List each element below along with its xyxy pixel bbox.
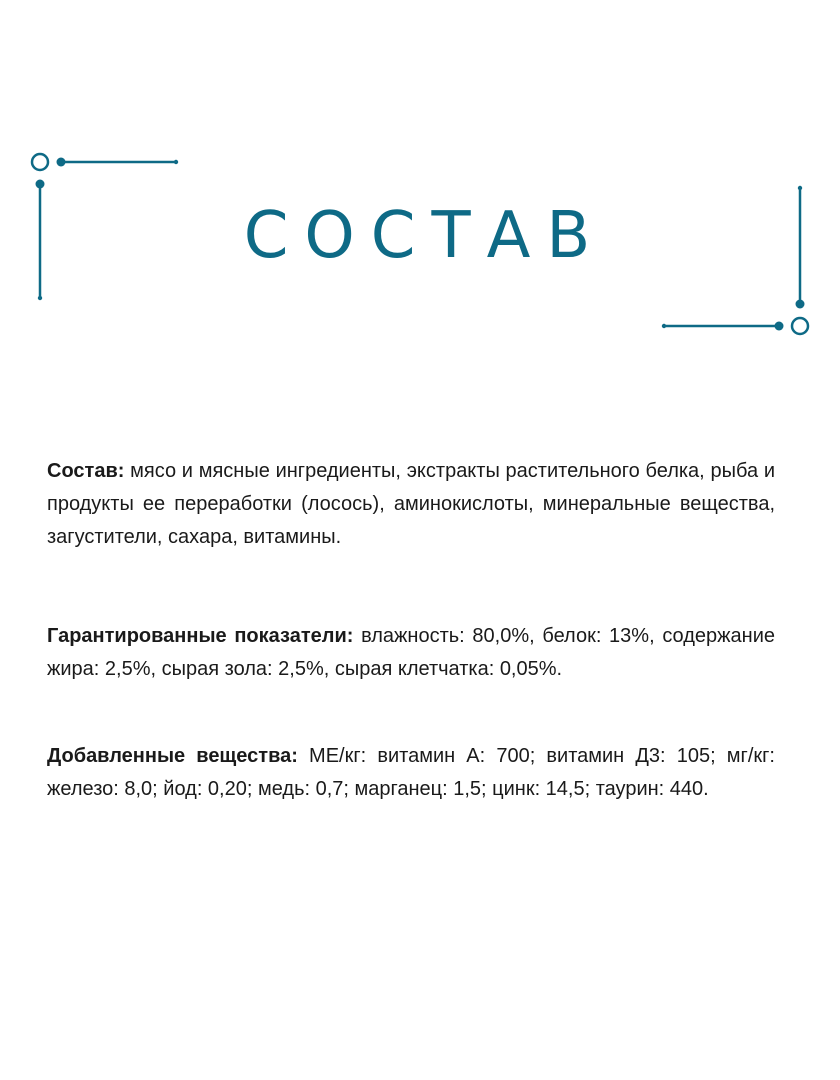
additives-text: МЕ/кг: витамин А: 700; витамин Д3: 105; мг/кг: железо: 8,0; йод: 0,20; медь: 0,7; марганец: 1,5; цинк: 14,5; таурин: 440. xyxy=(47,745,775,800)
page-title: СОСТАВ xyxy=(243,199,607,273)
composition-label: Состав: xyxy=(47,460,125,482)
additives-section xyxy=(47,740,775,806)
additives-label: Добавленные вещества: xyxy=(47,745,298,767)
composition-section xyxy=(47,455,775,554)
guaranteed-values-text: влажность: 80,0%, белок: 13%, содержание жира: 2,5%, сырая зола: 2,5%, сырая клетчатка: 0,05%. xyxy=(47,625,775,680)
composition-text: мясо и мясные ингредиенты, экстракты растительного белка, рыба и продукты ее переработки (лосось), аминокислоты, минеральные вещества, загустители, сахара, витамины. xyxy=(47,460,775,548)
guaranteed-values-section xyxy=(47,620,775,686)
guaranteed-values-label: Гарантированные показатели: xyxy=(47,625,354,647)
